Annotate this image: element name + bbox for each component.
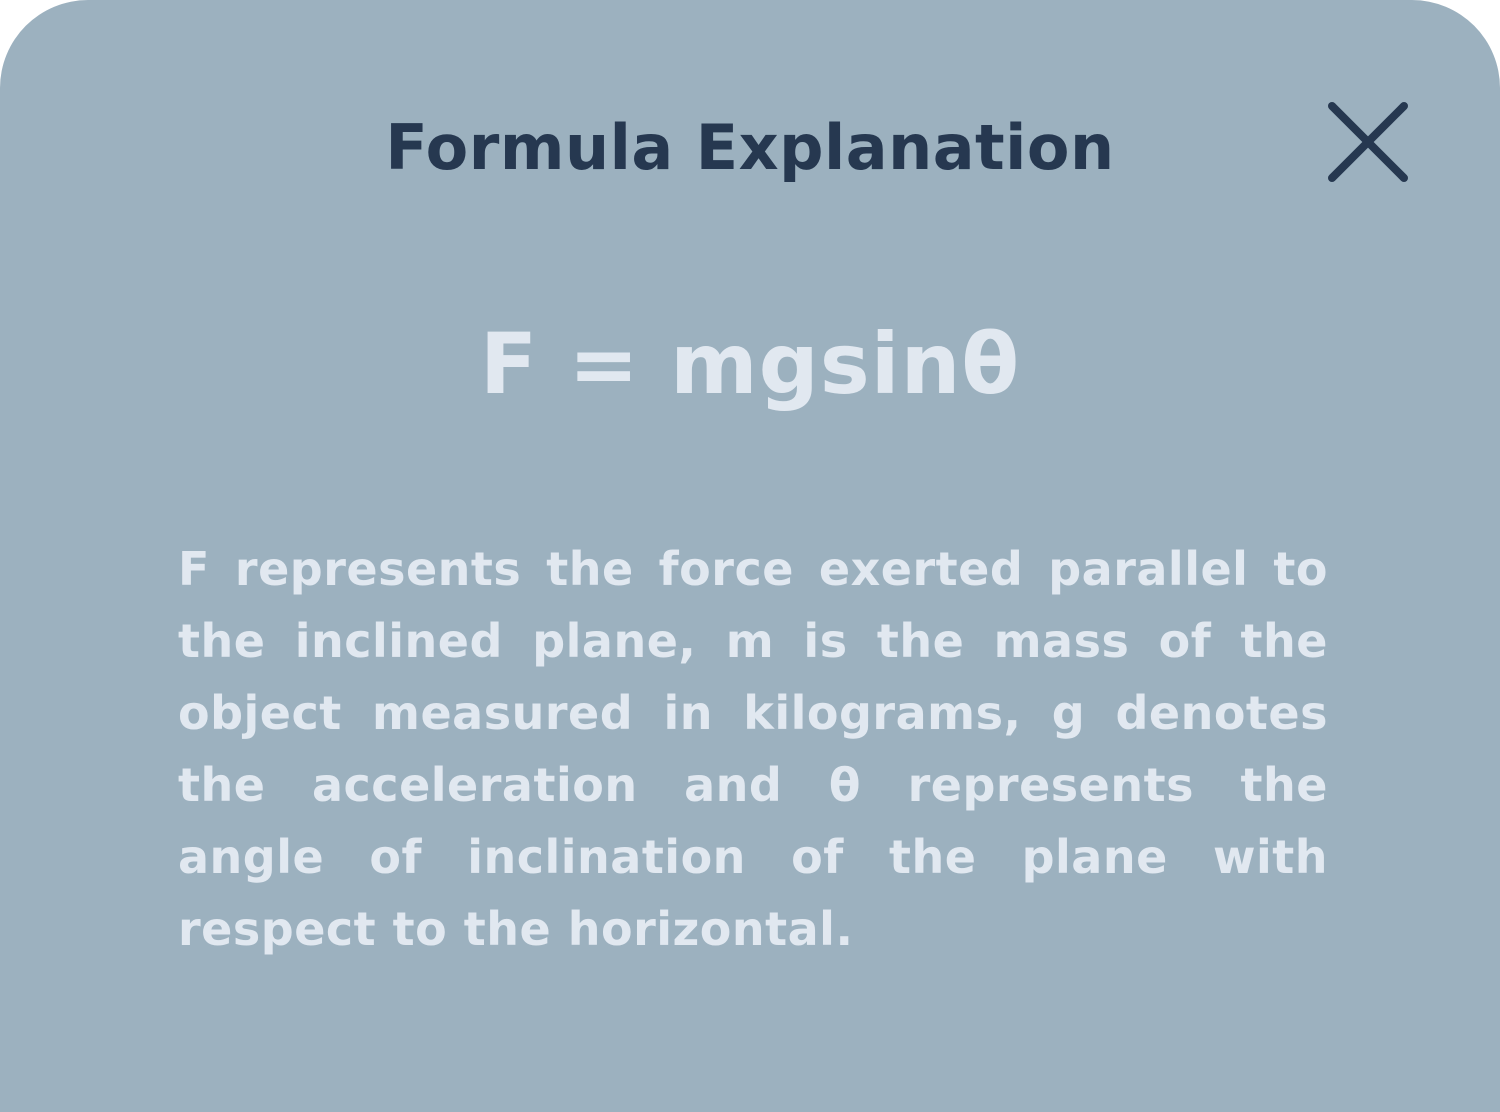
close-icon	[1326, 100, 1410, 184]
close-button[interactable]	[1318, 94, 1418, 190]
dialog-title: Formula Explanation	[385, 111, 1115, 184]
formula-display: F = mgsinθ	[479, 315, 1021, 413]
formula-explanation-text: F represents the force exerted parallel to the inclined plane, m is the mass of the object measured in kilograms, g denotes the acceleration and θ represents the angle of inclination of the plane with respect to the horizontal.	[178, 542, 1328, 956]
